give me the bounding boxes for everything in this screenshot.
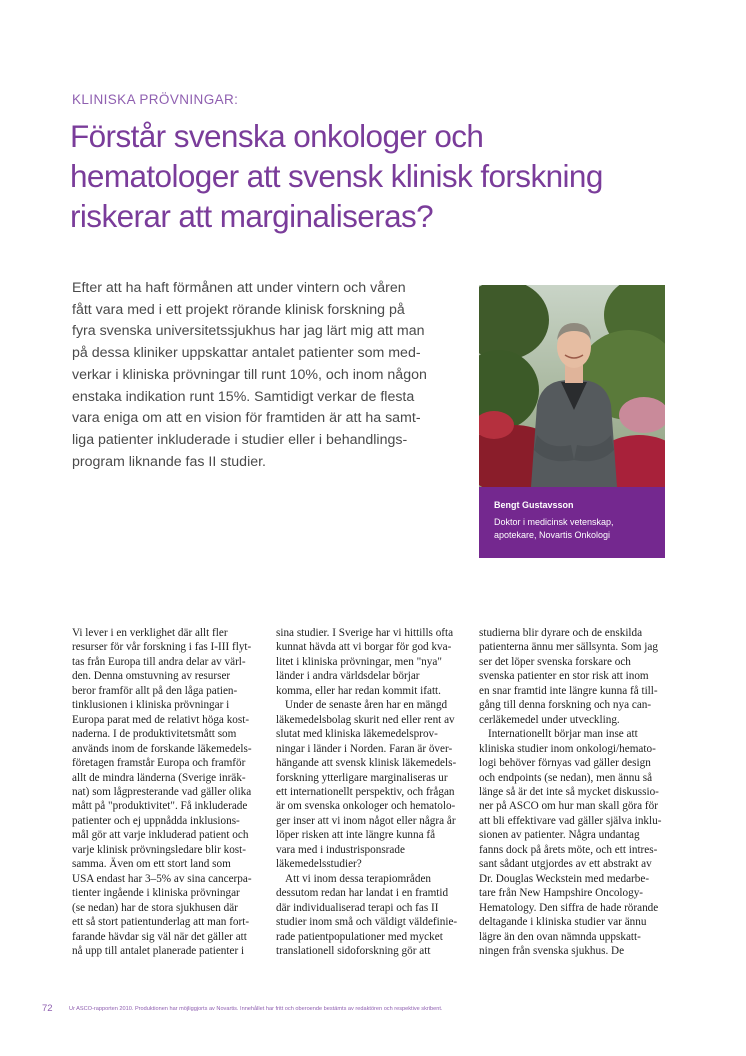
body-line: naderna. I de produktivitetsmått som bbox=[72, 728, 237, 741]
body-line: forskning ytterligare marginaliseras ur bbox=[276, 771, 448, 784]
body-line: litet i kliniska prövningar, men "nya" bbox=[276, 655, 442, 668]
body-line: Dr. Douglas Weckstein med medarbe- bbox=[479, 872, 650, 885]
body-line: resurser för vår forskning i fas I-III flyt- bbox=[72, 641, 252, 654]
body-line: löper risken att inte längre kunna få bbox=[276, 829, 436, 842]
body-line: länge så är det inte så mycket diskussio- bbox=[479, 785, 659, 798]
body-line: studier inom små och väldigt väldefinie- bbox=[276, 916, 458, 929]
lede-line: på dessa kliniker uppskattar antalet patienter som med- bbox=[72, 345, 421, 362]
body-line: rade patientpopulationer med mycket bbox=[276, 930, 443, 943]
body-line: ningar i länder i Norden. Faran är över- bbox=[276, 742, 453, 755]
body-line: kliniska studier inom onkologi/hemato- bbox=[479, 742, 656, 755]
lede-paragraph bbox=[72, 278, 462, 473]
headline-line: riskerar att marginaliseras? bbox=[70, 198, 434, 234]
body-line: deltagande i kliniska studier var ännu bbox=[479, 916, 647, 929]
body-line: sant sådant utgjordes av ett abstrakt av bbox=[479, 858, 652, 871]
body-line: att bli effektivare vad gäller själva inklu- bbox=[479, 814, 662, 827]
body-column-2 bbox=[276, 626, 466, 958]
body-line: svenska patienter en stor risk att inom bbox=[479, 670, 649, 683]
headline-line: hematologer att svensk klinisk forskning bbox=[70, 158, 603, 194]
lede-line: Efter att ha haft förmånen att under vintern och våren bbox=[72, 280, 406, 296]
body-line: allt de mindra länderna (Sverige inräk- bbox=[72, 771, 246, 784]
body-line: dessutom redan har landat i en framtid bbox=[276, 887, 449, 900]
body-line: varje klinisk prövningsledare blir kost- bbox=[72, 843, 246, 856]
caption-role-line: Doktor i medicinsk vetenskap, bbox=[494, 517, 614, 527]
body-line: patienterna ännu mer sällsynta. Som jag bbox=[479, 641, 658, 654]
body-line: tinklusionen i kliniska prövningar i bbox=[72, 699, 230, 712]
body-line: tas från Europa till andra delar av värl- bbox=[72, 655, 246, 668]
body-line: tienter ingående i kliniska prövningar bbox=[72, 887, 240, 900]
body-line: ett så stort patientunderlag att man fort- bbox=[72, 916, 250, 929]
body-line: en snar framtid inte längre kunna få till- bbox=[479, 684, 658, 697]
body-line: kunnat hävda att vi borgar för god kva- bbox=[276, 641, 452, 654]
author-photo bbox=[479, 285, 665, 487]
caption-name: Bengt Gustavsson bbox=[494, 500, 574, 510]
footer-credit: Ur ASCO-rapporten 2010. Produktionen har möjliggjorts av Novartis. Innehållet har fritt och oberoende bestämts av redaktören och respektive skribent. bbox=[69, 1006, 443, 1012]
body-line: lägre än den ovan nämnda uppskatt- bbox=[479, 930, 641, 943]
body-line: ett internationellt perspektiv, och frågan bbox=[276, 785, 455, 798]
body-line: (se nedan) har de stora sjukhusen där bbox=[72, 901, 238, 914]
lede-line: verkar i kliniska prövningar till runt 10%, och inom någon bbox=[72, 366, 427, 383]
page-footer bbox=[42, 998, 442, 1016]
headline-line: Förstår svenska onkologer och bbox=[70, 118, 484, 154]
body-line: Vi lever i en verklighet där allt fler bbox=[72, 627, 228, 639]
body-line: vara med i industrisponsrade bbox=[276, 843, 405, 856]
body-line: beror framför allt på den låga patien- bbox=[72, 684, 238, 697]
body-line: nat) som lågpresterande vad gäller olika bbox=[72, 785, 252, 798]
kicker: KLINISKA PRÖVNINGAR: bbox=[72, 92, 239, 107]
body-line: Internationellt börjar man inse att bbox=[488, 728, 638, 741]
body-column-1 bbox=[72, 626, 262, 958]
body-line: Hematology. Den siffra de hade rörande bbox=[479, 901, 659, 914]
body-line: den. Denna omstuvning av resurser bbox=[72, 670, 231, 683]
body-line: USA endast har 3–5% av sina cancerpa- bbox=[72, 872, 252, 885]
body-line: translationell sidoforskning gör att bbox=[276, 944, 431, 957]
body-line: hängande att svensk klinisk läkemedels- bbox=[276, 757, 457, 770]
body-column-3 bbox=[479, 626, 669, 958]
body-line: företagen framstår Europa och framför bbox=[72, 757, 246, 770]
caption-role-line: apotekare, Novartis Onkologi bbox=[494, 530, 611, 540]
body-line: läkemedelsstudier? bbox=[276, 858, 362, 871]
body-line: fanns dock på årets möte, och ett intres- bbox=[479, 843, 658, 856]
body-line: patienter och ej uppnådda inklusions- bbox=[72, 814, 240, 827]
lede-line: enstaka indikation runt 15%. Samtidigt verkar de flesta bbox=[72, 388, 415, 405]
body-line: tare från New Hampshire Oncology- bbox=[479, 887, 644, 900]
body-line: läkemedelsbolag skurit ned eller rent av bbox=[276, 713, 455, 726]
lede-line: fått vara med i ett projekt rörande klinisk forskning på bbox=[72, 301, 405, 318]
body-line: komma, eller har redan kommit ifatt. bbox=[276, 684, 441, 697]
body-line: är om svenska onkologer och hematolo- bbox=[276, 800, 456, 813]
body-line: Europa parat med de relativt höga kost- bbox=[72, 713, 250, 726]
lede-line: fyra svenska universitetssjukhus har jag lärt mig att man bbox=[72, 323, 425, 340]
body-line: ningen från svenska sjukhus. De bbox=[479, 944, 625, 957]
body-line: samma. Även om ett stort land som bbox=[72, 858, 231, 871]
lede-line: liga patienter inkluderade i studier eller i behandlings- bbox=[72, 431, 408, 448]
body-line: länder i andra världsdelar börjar bbox=[276, 670, 420, 683]
body-line: mål gör att varje inkluderad patient och bbox=[72, 829, 249, 842]
body-line: och endpoints (se nedan), men ännu så bbox=[479, 771, 653, 784]
body-line: där individualiserad terapi och fas II bbox=[276, 901, 439, 914]
body-line: Under de senaste åren har en mängd bbox=[285, 699, 448, 712]
body-line: logi behöver förnyas vad gäller design bbox=[479, 757, 651, 770]
body-line: cerläkemedel under utveckling. bbox=[479, 713, 620, 726]
body-line: gång till denna forskning och nya can- bbox=[479, 699, 652, 712]
photo-caption bbox=[479, 487, 665, 558]
body-line: sionen av patienter. Några undantag bbox=[479, 829, 640, 842]
body-line: ser det löper svenska forskare och bbox=[479, 655, 631, 668]
body-line: nå upp till antalet planerade patienter i bbox=[72, 944, 245, 957]
body-line: farande hävdar sig väl när det gäller att bbox=[72, 930, 247, 943]
headline bbox=[70, 116, 710, 236]
body-line: sina studier. I Sverige har vi hittills ofta bbox=[276, 627, 454, 639]
body-line: ger inser att vi inom något eller några år bbox=[276, 814, 456, 827]
body-line: ner på ASCO om hur man skall göra för bbox=[479, 800, 658, 813]
lede-line: program liknande fas II studier. bbox=[72, 453, 266, 470]
body-line: studierna blir dyrare och de enskilda bbox=[479, 627, 643, 639]
body-line: används inom de forskande läkemedels- bbox=[72, 742, 252, 755]
caption-role bbox=[494, 516, 665, 542]
body-line: slutat med kliniska läkemedelsprov- bbox=[276, 728, 438, 741]
body-line: mått på "produktivitet". Få inkluderade bbox=[72, 800, 248, 813]
body-line: Att vi inom dessa terapiområden bbox=[285, 872, 432, 885]
lede-line: vara eniga om att en vision för framtiden är att ha samt- bbox=[72, 410, 421, 427]
page-number: 72 bbox=[42, 1003, 53, 1014]
